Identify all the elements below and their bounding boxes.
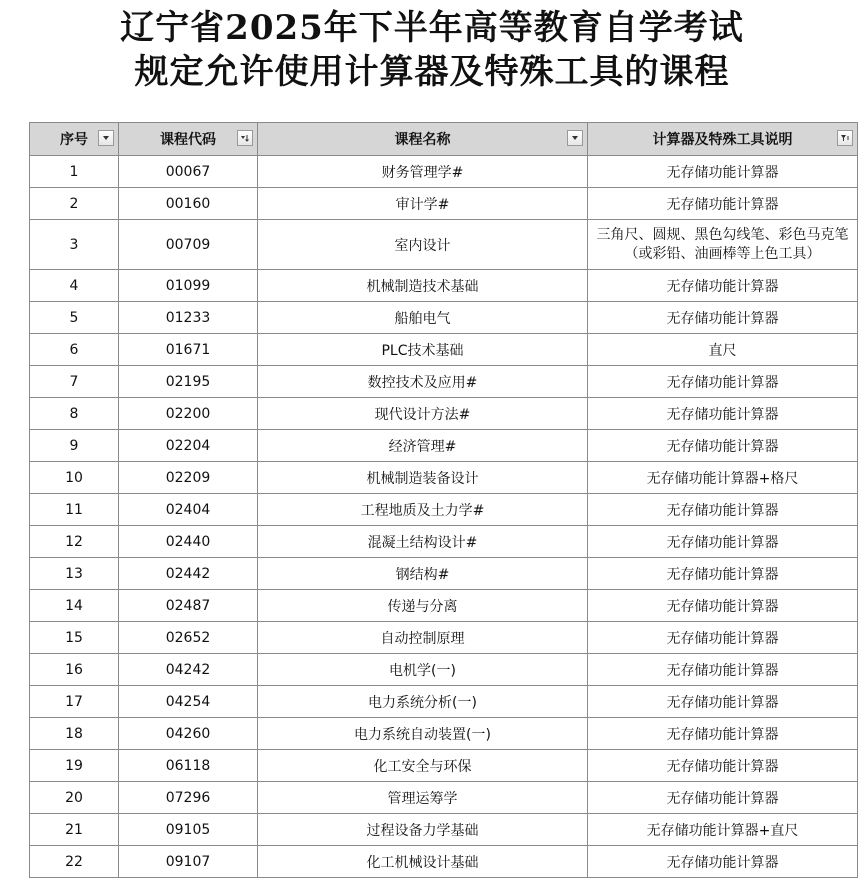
header-tools [588,123,858,156]
cell-index: 3 [30,220,119,270]
table-row [30,494,858,526]
cell-index: 15 [30,622,119,654]
header-index [30,123,119,156]
table-row [30,302,858,334]
course-table [29,122,858,878]
cell-code: 09107 [119,846,258,878]
cell-code: 04260 [119,718,258,750]
cell-tools: 无存储功能计算器 [588,398,858,430]
cell-index: 21 [30,814,119,846]
cell-index: 16 [30,654,119,686]
cell-index: 9 [30,430,119,462]
cell-code: 02200 [119,398,258,430]
cell-name: 过程设备力学基础 [258,814,588,846]
table-row [30,782,858,814]
cell-code: 09105 [119,814,258,846]
cell-name: 现代设计方法# [258,398,588,430]
cell-code: 06118 [119,750,258,782]
cell-tools: 无存储功能计算器 [588,302,858,334]
cell-code: 00067 [119,156,258,188]
dropdown-arrow-icon[interactable] [567,130,583,146]
table-row [30,462,858,494]
table-row [30,558,858,590]
cell-tools: 无存储功能计算器 [588,750,858,782]
cell-name: PLC技术基础 [258,334,588,366]
cell-code: 02204 [119,430,258,462]
cell-tools: 无存储功能计算器 [588,654,858,686]
table-header-row [30,123,858,156]
cell-tools: 直尺 [588,334,858,366]
cell-code: 02209 [119,462,258,494]
table-row [30,220,858,270]
cell-tools: 无存储功能计算器 [588,718,858,750]
cell-index: 5 [30,302,119,334]
cell-index: 13 [30,558,119,590]
cell-tools: 无存储功能计算器 [588,430,858,462]
cell-name: 电机学(一) [258,654,588,686]
cell-index: 19 [30,750,119,782]
cell-name: 传递与分离 [258,590,588,622]
header-name-label: 课程名称 [394,132,451,148]
table-row [30,334,858,366]
cell-code: 00160 [119,188,258,220]
cell-name: 船舶电气 [258,302,588,334]
sorted-filter-icon[interactable] [237,130,253,146]
header-name [258,123,588,156]
table-row [30,622,858,654]
dropdown-arrow-icon[interactable] [98,130,114,146]
cell-index: 11 [30,494,119,526]
table-row [30,718,858,750]
table-row [30,846,858,878]
header-code [119,123,258,156]
cell-name: 混凝土结构设计# [258,526,588,558]
cell-name: 机械制造技术基础 [258,270,588,302]
cell-index: 17 [30,686,119,718]
table-row [30,590,858,622]
cell-index: 8 [30,398,119,430]
cell-name: 工程地质及土力学# [258,494,588,526]
cell-code: 02440 [119,526,258,558]
cell-code: 02652 [119,622,258,654]
cell-tools: 无存储功能计算器 [588,188,858,220]
cell-index: 1 [30,156,119,188]
cell-name: 审计学# [258,188,588,220]
cell-code: 01099 [119,270,258,302]
cell-tools: 无存储功能计算器 [588,558,858,590]
table-row [30,366,858,398]
cell-tools: 无存储功能计算器 [588,494,858,526]
document-title [0,6,864,94]
cell-name: 管理运筹学 [258,782,588,814]
cell-tools-line-2: （或彩铅、油画棒等上色工具） [624,245,821,262]
cell-index: 7 [30,366,119,398]
cell-tools: 无存储功能计算器+格尺 [588,462,858,494]
table-row [30,686,858,718]
table-row [30,156,858,188]
cell-name: 室内设计 [258,220,588,270]
cell-code: 01671 [119,334,258,366]
cell-tools [588,220,858,270]
cell-code: 01233 [119,302,258,334]
cell-name: 化工安全与环保 [258,750,588,782]
header-index-label: 序号 [60,132,88,148]
cell-name: 电力系统分析(一) [258,686,588,718]
cell-name: 自动控制原理 [258,622,588,654]
cell-tools: 无存储功能计算器 [588,366,858,398]
cell-name: 机械制造装备设计 [258,462,588,494]
cell-code: 02404 [119,494,258,526]
cell-index: 6 [30,334,119,366]
cell-index: 2 [30,188,119,220]
cell-tools: 无存储功能计算器 [588,622,858,654]
cell-name: 财务管理学# [258,156,588,188]
cell-index: 22 [30,846,119,878]
cell-index: 20 [30,782,119,814]
cell-name: 化工机械设计基础 [258,846,588,878]
cell-name: 经济管理# [258,430,588,462]
cell-index: 14 [30,590,119,622]
table-row [30,430,858,462]
cell-code: 00709 [119,220,258,270]
cell-code: 07296 [119,782,258,814]
table-row [30,814,858,846]
cell-code: 02487 [119,590,258,622]
cell-name: 数控技术及应用# [258,366,588,398]
cell-code: 04254 [119,686,258,718]
table-row [30,188,858,220]
table-row [30,750,858,782]
cell-name: 电力系统自动装置(一) [258,718,588,750]
cell-tools: 无存储功能计算器 [588,270,858,302]
cell-tools: 无存储功能计算器 [588,526,858,558]
cell-tools: 无存储功能计算器 [588,846,858,878]
cell-tools-line-1: 三角尺、圆规、黑色勾线笔、彩色马克笔 [596,226,849,243]
cell-index: 10 [30,462,119,494]
cell-code: 02442 [119,558,258,590]
cell-tools: 无存储功能计算器 [588,590,858,622]
cell-tools: 无存储功能计算器 [588,156,858,188]
cell-name: 钢结构# [258,558,588,590]
table-row [30,270,858,302]
cell-tools: 无存储功能计算器+直尺 [588,814,858,846]
header-code-label: 课程代码 [160,132,216,148]
cell-index: 12 [30,526,119,558]
cell-tools: 无存储功能计算器 [588,686,858,718]
cell-code: 02195 [119,366,258,398]
cell-tools: 无存储功能计算器 [588,782,858,814]
cell-index: 18 [30,718,119,750]
active-filter-icon[interactable] [837,130,853,146]
table-row [30,526,858,558]
title-line-1: 辽宁省2025年下半年高等教育自学考试 [120,8,744,48]
table-row [30,654,858,686]
table-row [30,398,858,430]
header-tools-label: 计算器及特殊工具说明 [652,132,793,148]
title-line-2: 规定允许使用计算器及特殊工具的课程 [134,52,730,92]
cell-code: 04242 [119,654,258,686]
cell-index: 4 [30,270,119,302]
